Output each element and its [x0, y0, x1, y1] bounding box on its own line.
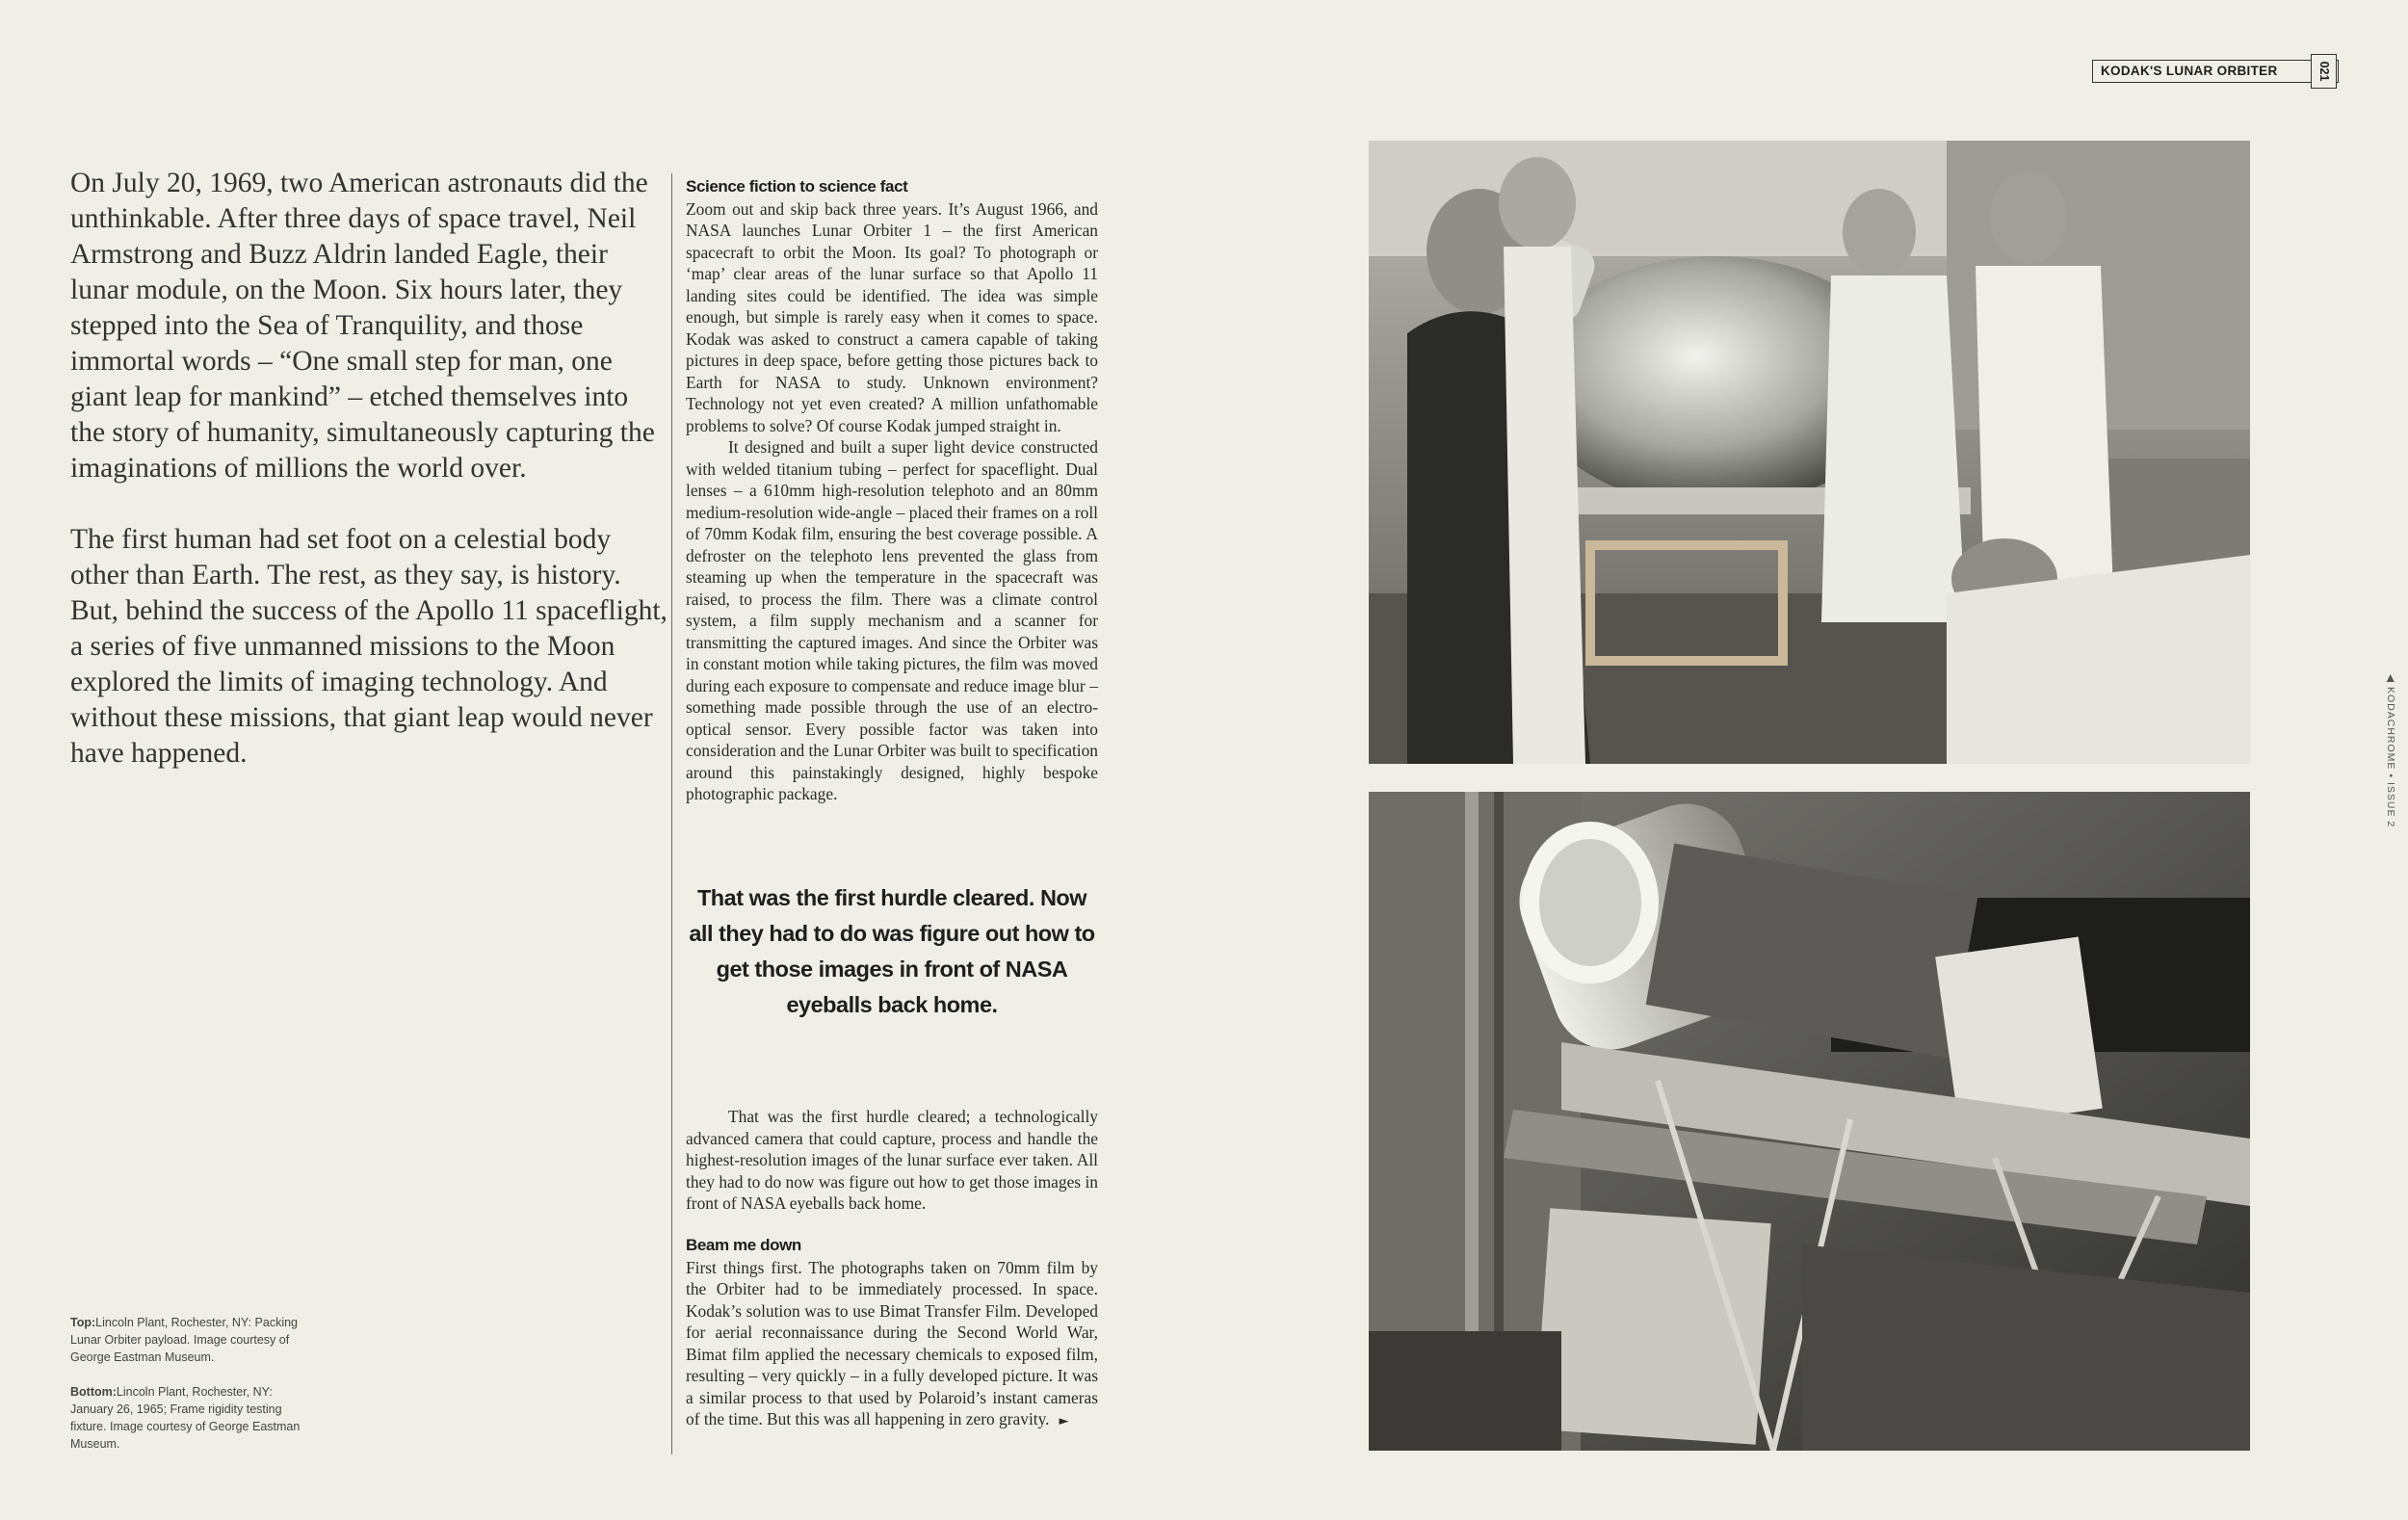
caption-bottom — [70, 1383, 311, 1453]
page-number: 021 — [2316, 61, 2331, 82]
heading-beam-me-down: Beam me down — [686, 1236, 801, 1254]
caption-top — [70, 1314, 311, 1366]
page-number-box — [2311, 54, 2337, 89]
article-paragraph-2: It designed and built a super light device constructed with welded titanium tubing – perfect for spaceflight. Dual lenses – a 610mm high-resolution telephoto and an 80mm medium-resolution wide-angle – placed their frames on a roll of 70mm Kodak film, ensuring the best coverage possible. A defroster on the telephoto lens prevented the glass from steaming up when the temperature in the spacecraft was raised, to process the film. There was a climate control system, a film supply mechanism and a scanner for transmitting the captured images. And since the Orbiter was in constant motion while taking pictures, the film was moved during each exposure to compensate and reduce image blur – something made possible through the use of an electro-optical sensor. Every possible factor was taken into consideration and the Lunar Orbiter was built to specification around this painstakingly designed, highly bespoke photographic package. — [686, 437, 1098, 803]
photo-rigidity-fixture-image — [1369, 792, 2250, 1451]
pull-quote: That was the first hurdle cleared. Now all they had to do was figure out how to get those images in front of NASA eyeballs back home. — [689, 885, 1095, 1017]
article-paragraph-4 — [686, 1257, 1098, 1433]
intro-paragraph-2: The first human had set foot on a celestial body other than Earth. The rest, as they say, is history. But, behind the success of the Apollo 11 spaceflight, a series of five unmanned missions to the Moon explored the limits of imaging technology. And without these missions, that giant leap would never have happened. — [70, 524, 667, 769]
side-tab-separator: • — [2385, 773, 2396, 779]
photo-rigidity-fixture — [1369, 792, 2250, 1451]
photo-packing-payload-image — [1369, 141, 2250, 764]
caption-bottom-label: Bottom: — [70, 1385, 117, 1399]
article-section-2 — [686, 1106, 1098, 1215]
photo-packing-payload — [1369, 141, 2250, 764]
side-tab-arrow-icon: ◀ — [2385, 674, 2396, 687]
heading-science-fiction: Science fiction to science fact — [686, 177, 908, 196]
side-tab — [2381, 674, 2400, 886]
caption-top-label: Top: — [70, 1316, 96, 1329]
intro-text — [70, 166, 667, 807]
article-section-3 — [686, 1235, 1098, 1433]
intro-paragraph-1: On July 20, 1969, two American astronauts did the unthinkable. After three days of space travel, Neil Armstrong and Buzz Aldrin landed Eagle, their lunar module, on the Moon. Six hours later, they stepped into the Sea of Tranquility, and those immortal words – “One small step for man, one giant leap for mankind” – etched themselves into the story of humanity, simultaneously capturing the imaginations of millions the world over. — [70, 168, 655, 484]
column-divider — [671, 173, 672, 1454]
article-paragraph-1: Zoom out and skip back three years. It’s August 1966, and NASA launches Lunar Orbiter 1 – the first American spacecraft to orbit the Moon. Its goal? To photograph or ‘map’ clear areas of the lunar surface so that Apollo 11 landing sites could be identified. The idea was simple enough, but simple is rarely easy when it comes to space. Kodak was asked to construct a camera capable of taking pictures in deep space, before getting those pictures back to Earth for NASA to study. Unknown environment? Technology not yet even created? A million unfathomable problems to solve? Of course Kodak jumped straight in. — [686, 198, 1098, 435]
section-header-tag: KODAK'S LUNAR ORBITER — [2092, 60, 2339, 83]
photo-captions — [70, 1314, 311, 1470]
side-tab-issue: ISSUE 2 — [2385, 781, 2396, 828]
article-paragraph-3: That was the first hurdle cleared; a technologically advanced camera that could capture, process and handle the highest-resolution images of the lunar surface ever taken. All they had to do now was figure out how to get those images in front of NASA eyeballs back home. — [686, 1107, 1098, 1213]
end-mark-icon: ► — [1059, 1414, 1069, 1428]
article-section-1 — [686, 176, 1098, 805]
side-tab-magazine: KODACHROME — [2385, 687, 2396, 771]
article-paragraph-4-text: First things first. The photographs taken on 70mm film by the Orbiter had to be immediately processed. In space. Kodak’s solution was to use Bimat Transfer Film. Developed for aerial reconnaissance during the Second World War, Bimat film applied the necessary chemicals to exposed film, resulting – very quickly – in a fully developed picture. It was a similar process to that used by Polaroid’s instant cameras of the time. But this was all happening in zero gravity. — [686, 1257, 1098, 1428]
caption-bottom-text: Lincoln Plant, Rochester, NY: January 26, 1965; Frame rigidity testing fixture. Image courtesy of George Eastman Museum. — [70, 1385, 301, 1451]
caption-top-text: Lincoln Plant, Rochester, NY: Packing Lunar Orbiter payload. Image courtesy of George Eastman Museum. — [70, 1316, 298, 1364]
